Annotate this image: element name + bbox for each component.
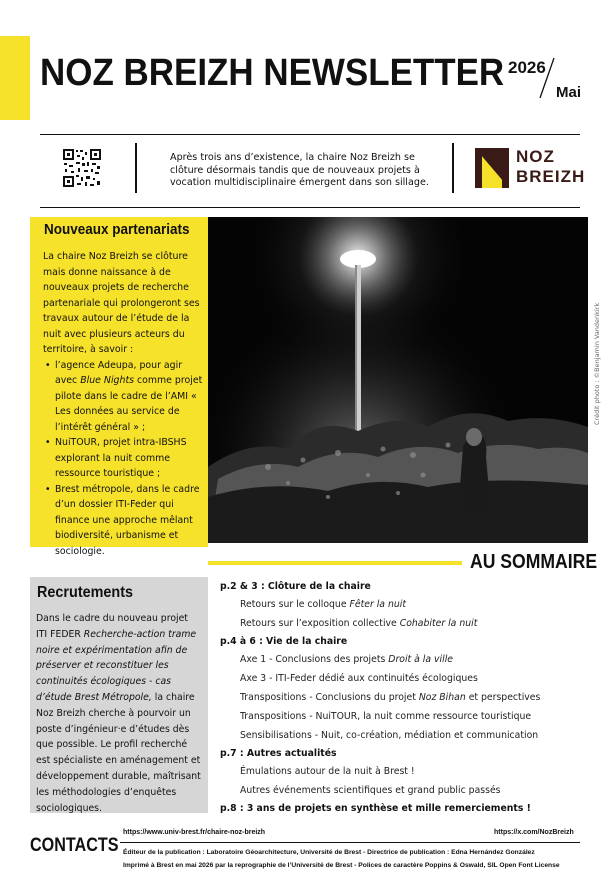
website-link[interactable]: https://www.univ-brest.fr/chaire-noz-breizh	[123, 829, 266, 836]
recruitment-title: Recrutements	[37, 584, 134, 601]
partners-list	[43, 358, 205, 560]
header-separator	[135, 143, 137, 193]
sommaire-title: AU SOMMAIRE	[470, 551, 598, 573]
recruitment-text	[36, 611, 201, 816]
logo-line: NOZ	[516, 147, 555, 166]
issue-year: 2026	[508, 58, 546, 77]
list-item	[55, 482, 205, 560]
recruitment-project-name: Recherche-action trame noire et expérimentation afin de préserver et reconstituer les continuités écologiques - cas d’étude Brest Métropole,	[36, 628, 197, 703]
toc-section[interactable]: p.8 : 3 ans de projets en synthèse et mille remerciements !	[220, 803, 531, 814]
toc-item[interactable]	[220, 614, 590, 633]
toc-section[interactable]: p.7 : Autres actualités	[220, 748, 337, 759]
printing-credits: Imprimé à Brest en mai 2026 par la reprographie de l’Université de Brest - Polices de caractère Poppins & Oswald, SIL Open Font License	[123, 862, 560, 869]
toc-item-emphasis: Droit à la ville	[388, 654, 453, 665]
toc-item[interactable]: Émulations autour de la nuit à Brest !	[240, 766, 415, 777]
x-profile-link[interactable]: https://x.com/NozBreizh	[494, 829, 574, 836]
page-title: NOZ BREIZH NEWSLETTER	[40, 52, 505, 94]
qr-code-icon[interactable]	[62, 148, 102, 188]
logo-wordmark	[516, 147, 585, 187]
toc-item-text: Retours sur le colloque	[240, 599, 350, 610]
list-item-text: Brest métropole, dans le cadre d’un dossier ITI-Feder qui finance une approche mêlant biodiversité, urbanisme et sociologie.	[55, 483, 200, 557]
list-item	[55, 435, 205, 482]
list-item	[55, 358, 205, 436]
divider-footer	[120, 842, 580, 843]
toc-item[interactable]	[220, 650, 590, 669]
toc-item[interactable]	[220, 595, 590, 614]
recruitment-text-part: Dans le cadre du nouveau projet ITI FEDER	[36, 613, 188, 640]
toc-section[interactable]: p.2 & 3 : Clôture de la chaire	[220, 581, 371, 592]
toc-item[interactable]: Axe 3 - ITI-Feder dédié aux continuités écologiques	[240, 673, 478, 684]
partners-intro: La chaire Noz Breizh se clôture mais donne naissance à de nouveaux projets de recherche partenariale qui prolongeront ses travaux autour de l’étude de la nuit avec plusieurs acteurs du territoire, à savoir :	[43, 251, 200, 355]
night-photo	[208, 217, 588, 543]
toc-item-text: et perspectives	[465, 692, 541, 703]
toc-item[interactable]: Transpositions - NuiTOUR, la nuit comme ressource touristique	[240, 711, 532, 722]
divider-middle	[40, 207, 580, 208]
toc-item-text: Transpositions - Conclusions du projet	[240, 692, 419, 703]
toc-item[interactable]: Autres événements scientifiques et grand public passés	[240, 785, 501, 796]
toc-item-text: Axe 1 - Conclusions des projets	[240, 654, 389, 665]
divider-top	[40, 134, 580, 135]
recruitment-text-part: la chaire Noz Breizh cherche à pourvoir un poste d’ingénieur·e d’études dès que possible. Le profil recherché est spécialiste en aménagement et développement durable, maîtrisant les méthodologies d’enquêtes sociologiques.	[36, 691, 201, 814]
noz-breizh-logo-icon	[475, 148, 509, 188]
intro-text: Après trois ans d’existence, la chaire Noz Breizh se clôture désormais tandis que de nouveaux projets à vocation multidisciplinaire émergent dans son sillage.	[170, 152, 429, 189]
toc-item-emphasis: Cohabiter la nuit	[399, 618, 478, 629]
table-of-contents	[220, 578, 590, 817]
toc-section[interactable]: p.4 à 6 : Vie de la chaire	[220, 636, 348, 647]
header-separator	[452, 143, 454, 193]
issue-divider	[536, 56, 556, 100]
issue-month: Mai	[556, 84, 582, 101]
accent-bar	[0, 36, 30, 120]
list-item-text: NuiTOUR, projet intra-IBSHS explorant la nuit comme ressource touristique ;	[55, 437, 187, 479]
sommaire-accent-line	[208, 561, 462, 565]
toc-item[interactable]: Sensibilisations - Nuit, co-création, médiation et communication	[240, 730, 539, 741]
partners-body	[43, 249, 205, 559]
list-item-text: comme projet pilote dans le cadre de l’AMI « Les données au service de l’intérêt général » ;	[55, 375, 203, 433]
publication-credits: Éditeur de la publication : Laboratoire Géoarchitecture, Université de Brest - Directrice de publication : Edna Hernández González	[123, 849, 535, 856]
photo-credit: Crédit photo : ©Benjamin Vandenkirk	[593, 302, 601, 425]
partners-title: Nouveaux partenariats	[44, 221, 190, 238]
toc-item[interactable]	[220, 688, 590, 707]
toc-item-text: Retours sur l’exposition collective	[240, 618, 400, 629]
toc-item-emphasis: Fêter la nuit	[349, 599, 406, 610]
list-item-text: l’agence Adeupa, pour agir avec	[55, 359, 183, 386]
toc-item-emphasis: Noz Bihan	[418, 692, 466, 703]
list-item-emphasis: Blue Nights	[80, 375, 134, 386]
logo-line: BREIZH	[516, 167, 586, 186]
contacts-heading: CONTACTS	[30, 835, 119, 856]
